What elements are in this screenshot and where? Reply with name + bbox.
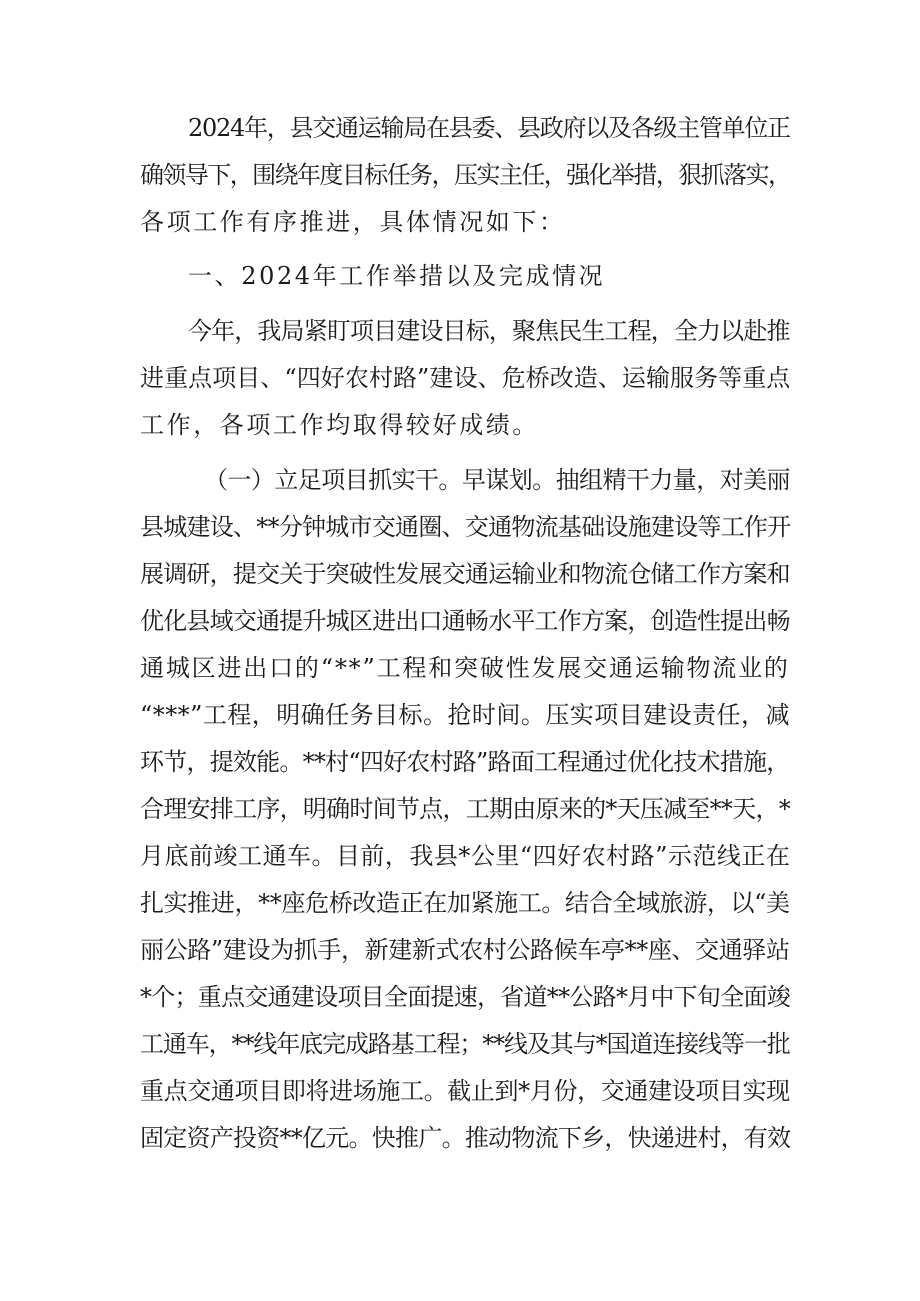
paragraph-line: 今年，我局紧盯项目建设目标，聚焦民生工程，全力以赴推: [188, 317, 790, 345]
paragraph-line: 固定资产投资**亿元。快推广。推动物流下乡，快递进村，有效: [140, 1124, 791, 1152]
paragraph-line: 优化县域交通提升城区进出口通畅水平工作方案，创造性提出畅: [140, 607, 790, 635]
paragraph-line: 合理安排工序，明确时间节点，工期由原来的*天压减至**天，*: [140, 795, 790, 823]
paragraph-line: 县城建设、**分钟城市交通圈、交通物流基础设施建设等工作开: [140, 513, 791, 541]
paragraph-line: 重点交通项目即将进场施工。截止到*月份，交通建设项目实现: [140, 1077, 790, 1105]
paragraph-line: 各项工作有序推进，具体情况如下：: [140, 208, 566, 236]
paragraph-line: 进重点项目、“四好农村路”建设、危桥改造、运输服务等重点: [140, 364, 791, 392]
paragraph-line: 确领导下，围绕年度目标任务，压实主任，强化举措，狠抓落实，: [140, 161, 791, 189]
paragraph-line: 工作，各项工作均取得较好成绩。: [140, 411, 539, 439]
paragraph-line: 月底前竣工通车。目前，我县*公里“四好农村路”示范线正在: [140, 842, 791, 870]
paragraph-line: 环节，提效能。**村“四好农村路”路面工程通过优化技术措施，: [140, 748, 790, 776]
paragraph-line: “***”工程，明确任务目标。抢时间。压实项目建设责任，减: [140, 701, 790, 729]
paragraph-line: 2024年，县交通运输局在县委、县政府以及各级主管单位正: [188, 114, 790, 142]
paragraph-line: 展调研，提交关于突破性发展交通运输业和物流仓储工作方案和: [140, 560, 790, 588]
section-heading: 一、2024年工作举措以及完成情况: [188, 262, 606, 290]
paragraph-line: 扎实推进，**座危桥改造正在加紧施工。结合全域旅游，以“美: [140, 889, 790, 917]
subsection-line: （一）立足项目抓实干。早谋划。抽组精干力量，对美丽: [204, 466, 790, 494]
paragraph-line: *个；重点交通建设项目全面提速，省道**公路*月中下旬全面竣: [140, 983, 790, 1011]
paragraph-line: 丽公路”建设为抓手，新建新式农村公路候车亭**座、交通驿站: [140, 936, 790, 964]
paragraph-line: 工通车，**线年底完成路基工程；**线及其与*国道连接线等一批: [140, 1030, 790, 1058]
paragraph-line: 通城区进出口的“**”工程和突破性发展交通运输物流业的: [140, 654, 790, 682]
